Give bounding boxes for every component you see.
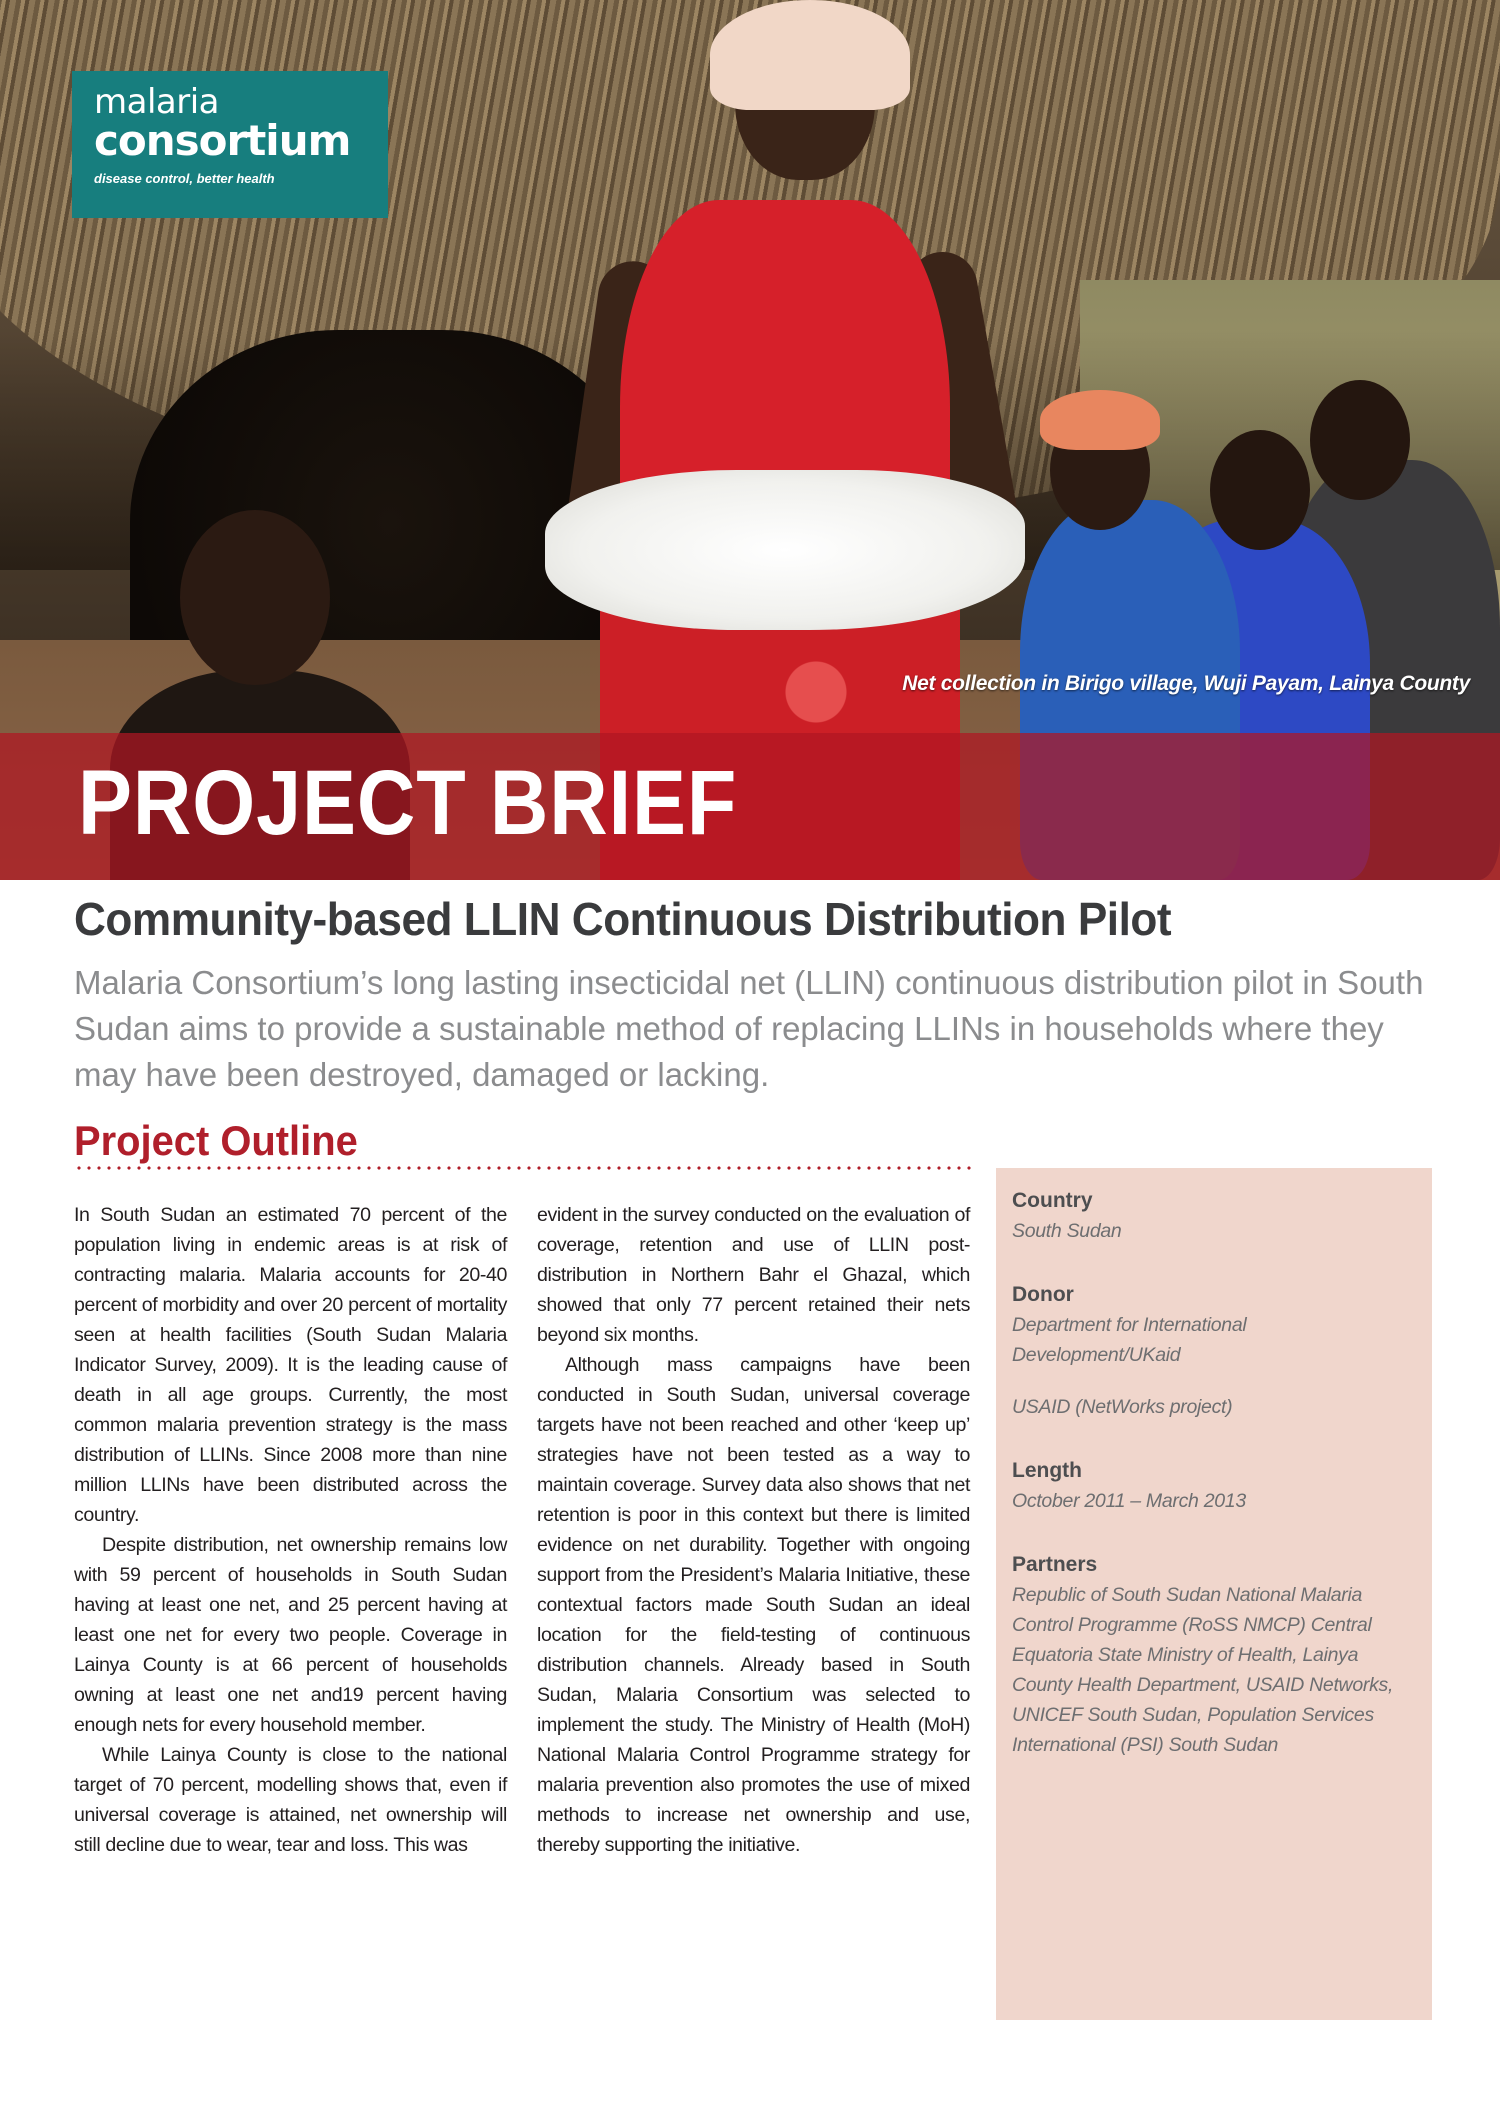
photo-caption: Net collection in Birigo village, Wuji Payam, Lainya County [902, 672, 1470, 695]
sidebar-label: Donor [1012, 1283, 1074, 1306]
body-column-2 [537, 1200, 970, 1860]
sidebar-item-donor [1012, 1280, 1416, 1422]
sidebar-value: USAID (NetWorks project) [1012, 1396, 1233, 1418]
document-title: Community-based LLIN Continuous Distribution Pilot [74, 893, 1172, 945]
body-paragraph: evident in the survey conducted on the evaluation of coverage, retention and use of LLIN post-distribution in Northern Bahr el Ghazal, which showed that only 77 percent retained their nets beyond six months. [537, 1204, 970, 1346]
sidebar-label: Country [1012, 1189, 1093, 1212]
mosquito-net-bundle [545, 470, 1025, 630]
project-facts-sidebar [996, 1168, 1432, 2020]
sidebar-value: October 2011 – March 2013 [1012, 1490, 1246, 1512]
body-paragraph: In South Sudan an estimated 70 percent of the population living in endemic areas is at risk of contracting malaria. Malaria accounts for 20-40 percent of morbidity and over 20 percent of mortality seen at health facilities (South Sudan Malaria Indicator Survey, 2009). It is the leading cause of death in all age groups. Currently, the most common malaria prevention strategy is the mass distribution of LLINs. Since 2008 more than nine million LLINs have been distributed across the country. [74, 1204, 507, 1526]
dotted-rule [74, 1166, 974, 1170]
sidebar-label: Length [1012, 1459, 1082, 1482]
body-paragraph: While Lainya County is close to the national target of 70 percent, modelling shows that, even if universal coverage is attained, net ownership will still decline due to wear, tear and loss. This was [74, 1744, 507, 1856]
logo-tagline: disease control, better health [94, 171, 275, 186]
sidebar-label: Partners [1012, 1553, 1098, 1576]
intro-paragraph: Malaria Consortium’s long lasting insecticidal net (LLIN) continuous distribution pilot in South Sudan aims to provide a sustainable method of replacing LLINs in households where they may have been destroyed, damaged or lacking. [74, 964, 1424, 1093]
sidebar-value: Republic of South Sudan National Malaria Control Programme (RoSS NMCP) Central Equatoria State Ministry of Health, Lainya County Health Department, USAID Networks, UNICEF South Sudan, Population Services International (PSI) South Sudan [1012, 1584, 1394, 1756]
banner-title: PROJECT BRIEF [78, 752, 738, 854]
malaria-consortium-logo [72, 71, 388, 218]
sidebar-item-country [1012, 1186, 1416, 1246]
logo-line-2: consortium [94, 116, 351, 165]
body-paragraph: Despite distribution, net ownership remains low with 59 percent of households in South Sudan having at least one net, and 25 percent having at least one net for every two people. Coverage in Lainya County is at 66 percent of households owning at least one net and19 percent having enough nets for every household member. [74, 1534, 507, 1736]
logo-line-1: malaria [94, 82, 219, 122]
body-paragraph: Although mass campaigns have been conducted in South Sudan, universal coverage targets have not been reached and other ‘keep up’ strategies have not been tested as a way to maintain coverage. Survey data also shows that net retention is poor in this context but there is limited evidence on net durability. Together with ongoing support from the President’s Malaria Initiative, these contextual factors made South Sudan an ideal location for the field-testing of continuous distribution channels. Already based in South Sudan, Malaria Consortium was selected to implement the study. The Ministry of Health (MoH) National Malaria Control Programme strategy for malaria prevention also promotes the use of mixed methods to increase net ownership and use, thereby supporting the initiative. [537, 1354, 970, 1856]
sidebar-item-length [1012, 1456, 1416, 1516]
sidebar-value: Department for International Development/UKaid [1012, 1314, 1247, 1366]
sidebar-item-partners [1012, 1550, 1416, 1760]
sidebar-value: South Sudan [1012, 1220, 1122, 1242]
body-column-1 [74, 1200, 507, 1860]
section-heading: Project Outline [74, 1117, 358, 1164]
